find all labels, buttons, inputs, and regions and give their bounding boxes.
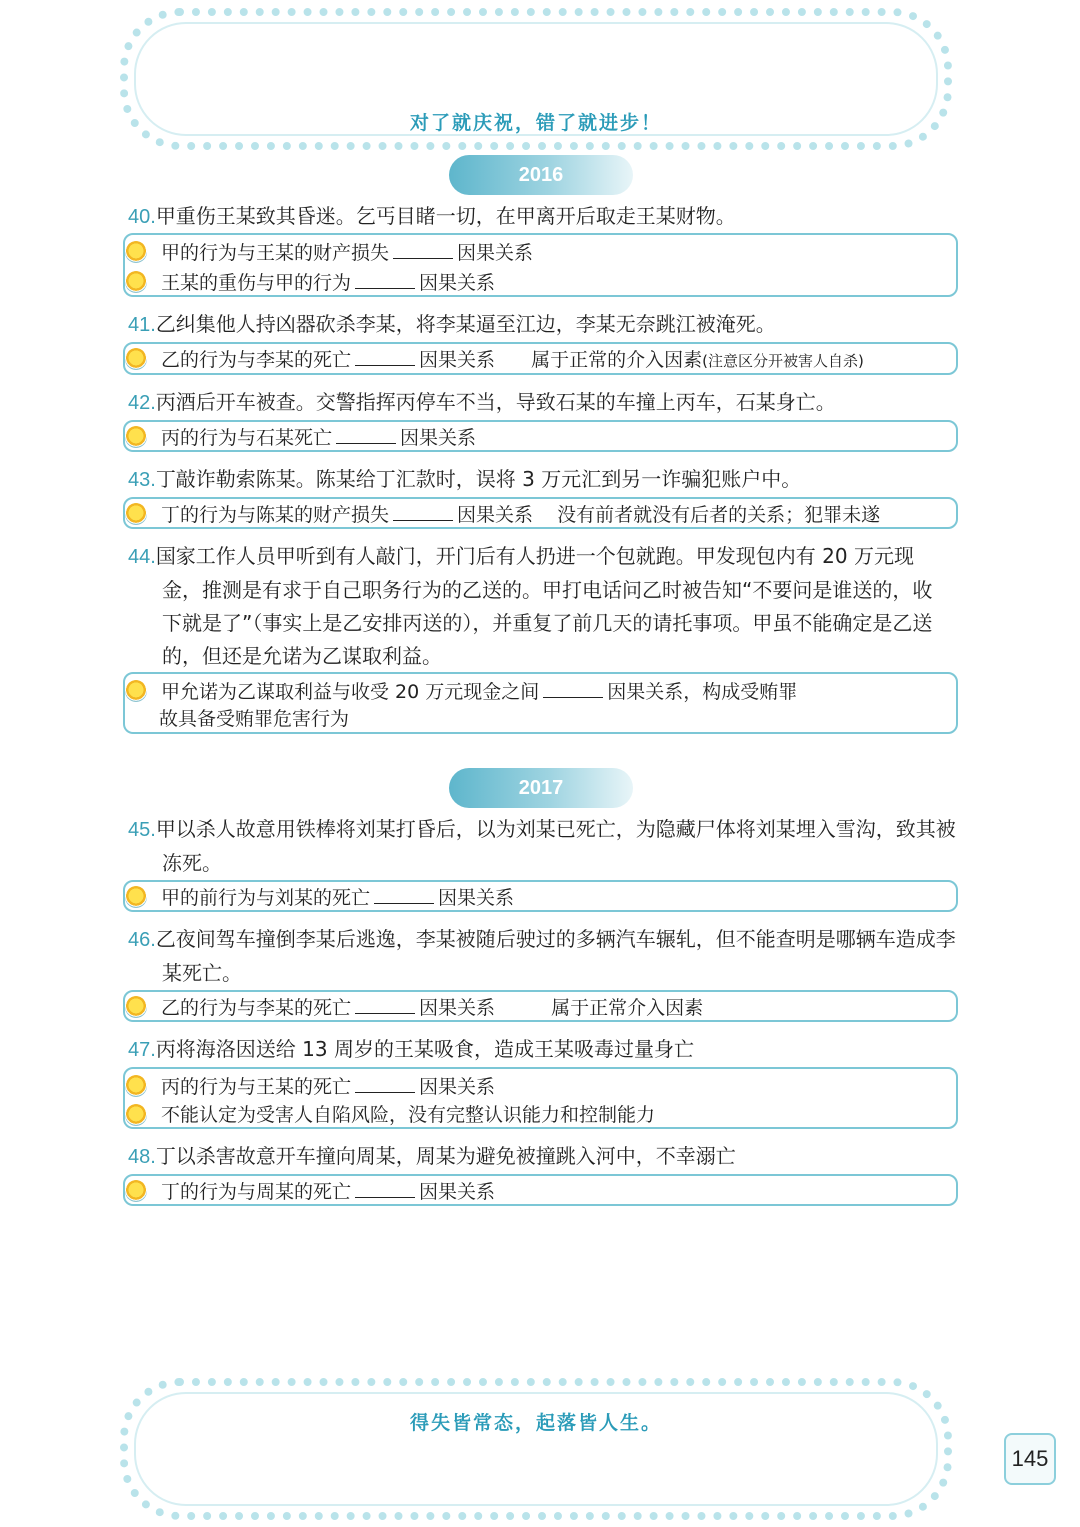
answer-box-48 <box>123 1174 958 1206</box>
answer-blank <box>393 240 453 259</box>
question-48 <box>128 1140 958 1174</box>
question-45 <box>128 813 962 880</box>
answer-box-40 <box>123 233 958 297</box>
sponge-character-icon <box>125 680 147 702</box>
question-40 <box>128 200 958 234</box>
answer-box-45 <box>123 880 958 912</box>
question-42 <box>128 386 958 420</box>
answer-result: 因果关系 <box>419 349 496 371</box>
question-number: 45. <box>128 819 156 841</box>
answer-blank <box>355 1074 415 1093</box>
answer-box-44 <box>123 672 958 734</box>
answer-result: 因果关系 <box>457 242 534 264</box>
answer-blank <box>374 885 434 904</box>
question-44 <box>128 540 952 673</box>
answer-result: 因果关系，构成受贿罪 <box>607 681 798 703</box>
answer-result: 因果关系 <box>400 427 477 449</box>
answer-box-42 <box>123 420 958 452</box>
answer-blank <box>355 1179 415 1198</box>
answer-blank <box>543 679 603 698</box>
answer-line <box>161 1179 495 1204</box>
question-text: 甲重伤王某致其昏迷。乞丐目睹一切，在甲离开后取走王某财物。 <box>155 204 736 228</box>
page-number: 145 <box>1004 1433 1056 1485</box>
sponge-character-icon <box>125 886 147 908</box>
question-text: 国家工作人员甲听到有人敲门，开门后有人扔进一个包就跑。甲发现包内有 20 万元现金，推测是有求于自己职务行为的乙送的。甲打电话问乙时被告知“不要问是谁送的，收下就是了”（事实上是乙安排丙送的），并重复了前几天的请托事项。甲虽不能确定是乙送的，但还是允诺为乙谋取利益。 <box>155 544 933 668</box>
answer-blank <box>355 995 415 1014</box>
answer-result: 因果关系 <box>457 504 534 526</box>
question-number: 40. <box>128 206 156 228</box>
answer-box-46 <box>123 990 958 1022</box>
answer-line <box>161 425 476 450</box>
question-43 <box>128 463 958 497</box>
sponge-character-icon <box>125 1180 147 1202</box>
answer-line <box>161 270 495 295</box>
answer-text: 王某的重伤与甲的行为 <box>161 272 352 294</box>
answer-text: 甲允诺为乙谋取利益与收受 20 万元现金之间 <box>161 681 540 703</box>
answer-line <box>161 679 797 704</box>
footer-frame <box>120 1378 952 1520</box>
answer-result: 因果关系 <box>419 1076 496 1098</box>
answer-note: (注意区分开被害人自杀) <box>702 352 864 370</box>
answer-extra: 属于正常的介入因素 <box>531 349 703 371</box>
answer-line <box>161 885 514 910</box>
answer-text: 丁的行为与周某的死亡 <box>161 1181 352 1203</box>
question-number: 46. <box>128 929 156 951</box>
answer-result: 因果关系 <box>419 997 496 1019</box>
answer-line <box>161 347 864 373</box>
sponge-character-icon <box>125 503 147 525</box>
answer-blank <box>336 425 396 444</box>
question-number: 41. <box>128 314 156 336</box>
question-number: 44. <box>128 546 156 568</box>
question-number: 47. <box>128 1039 156 1061</box>
answer-extra: 属于正常介入因素 <box>551 997 704 1019</box>
answer-result: 因果关系 <box>419 272 496 294</box>
sponge-character-icon <box>125 1075 147 1097</box>
answer-result: 因果关系 <box>419 1181 496 1203</box>
answer-box-41 <box>123 342 958 375</box>
question-number: 42. <box>128 392 156 414</box>
question-text: 丙酒后开车被查。交警指挥丙停车不当，导致石某的车撞上丙车，石某身亡。 <box>155 390 836 414</box>
answer-text: 丙的行为与王某的死亡 <box>161 1076 352 1098</box>
answer-result: 因果关系 <box>438 887 515 909</box>
question-41 <box>128 308 958 342</box>
answer-line <box>161 1103 655 1127</box>
footer-motto: 得失皆常态，起落皆人生。 <box>409 1412 662 1434</box>
answer-line <box>161 995 703 1020</box>
sponge-character-icon <box>125 348 147 370</box>
sponge-character-icon <box>125 241 147 263</box>
question-text: 丁以杀害故意开车撞向周某，周某为避免被撞跳入河中，不幸溺亡 <box>155 1144 736 1168</box>
answer-text: 不能认定为受害人自陷风险，没有完整认识能力和控制能力 <box>161 1104 656 1126</box>
answer-blank <box>393 502 453 521</box>
answer-text: 丙的行为与石某死亡 <box>161 427 333 449</box>
question-text: 丙将海洛因送给 13 周岁的王某吸食，造成王某吸毒过量身亡 <box>155 1037 694 1061</box>
answer-continuation: 故具备受贿罪危害行为 <box>159 708 350 730</box>
answer-box-43 <box>123 497 958 529</box>
year-label-2016: 2016 <box>449 155 633 195</box>
question-46 <box>128 923 962 990</box>
answer-text: 乙的行为与李某的死亡 <box>161 997 352 1019</box>
question-number: 43. <box>128 469 156 491</box>
answer-line <box>161 240 533 265</box>
answer-line <box>161 502 880 527</box>
answer-text: 甲的行为与王某的财产损失 <box>161 242 390 264</box>
answer-blank <box>355 270 415 289</box>
answer-extra: 没有前者就没有后者的关系；犯罪未遂 <box>557 504 881 526</box>
header-motto: 对了就庆祝，错了就进步！ <box>409 112 662 134</box>
sponge-character-icon <box>125 1104 147 1126</box>
sponge-character-icon <box>125 996 147 1018</box>
question-text: 乙纠集他人持凶器砍杀李某，将李某逼至江边，李某无奈跳江被淹死。 <box>155 312 776 336</box>
year-label-2017: 2017 <box>449 768 633 808</box>
sponge-character-icon <box>125 426 147 448</box>
answer-text: 甲的前行为与刘某的死亡 <box>161 887 371 909</box>
question-text: 丁敲诈勒索陈某。陈某给丁汇款时，误将 3 万元汇到另一诈骗犯账户中。 <box>155 467 802 491</box>
answer-text: 乙的行为与李某的死亡 <box>161 349 352 371</box>
answer-line <box>161 1074 495 1099</box>
question-text: 乙夜间驾车撞倒李某后逃逸，李某被随后驶过的多辆汽车辗轧，但不能查明是哪辆车造成李某死亡。 <box>155 927 956 985</box>
header-frame <box>120 8 952 150</box>
question-number: 48. <box>128 1146 156 1168</box>
sponge-character-icon <box>125 271 147 293</box>
question-text: 甲以杀人故意用铁棒将刘某打昏后，以为刘某已死亡，为隐藏尸体将刘某埋入雪沟，致其被冻死。 <box>155 817 956 875</box>
question-47 <box>128 1033 958 1067</box>
answer-box-47 <box>123 1067 958 1129</box>
answer-blank <box>355 347 415 366</box>
answer-text: 丁的行为与陈某的财产损失 <box>161 504 390 526</box>
